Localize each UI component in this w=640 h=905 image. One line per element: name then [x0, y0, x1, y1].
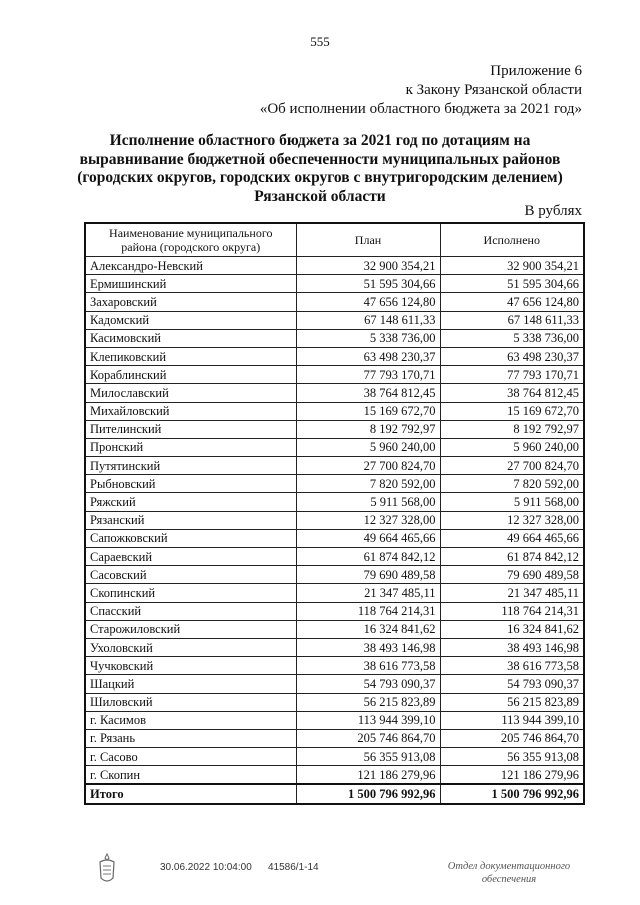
- cell-done: 49 664 465,66: [440, 529, 584, 547]
- cell-plan: 38 764 812,45: [296, 384, 440, 402]
- table-row: [85, 584, 584, 602]
- cell-plan: 79 690 489,58: [296, 566, 440, 584]
- cell-plan: 51 595 304,66: [296, 275, 440, 293]
- cell-name: Александро-Невский: [85, 257, 296, 275]
- cell-done: 121 186 279,96: [440, 766, 584, 785]
- cell-plan: 5 960 240,00: [296, 438, 440, 456]
- table-row: [85, 420, 584, 438]
- units-label: В рублях: [524, 203, 582, 219]
- coat-of-arms-icon: [96, 852, 118, 886]
- table-row: [85, 638, 584, 656]
- table-row: [85, 548, 584, 566]
- cell-plan: 15 169 672,70: [296, 402, 440, 420]
- cell-plan: 16 324 841,62: [296, 620, 440, 638]
- cell-done: 1 500 796 992,96: [440, 784, 584, 803]
- table-row: [85, 347, 584, 365]
- table-row: [85, 493, 584, 511]
- header-done: Исполнено: [440, 223, 584, 257]
- table-row: [85, 766, 584, 785]
- header-plan: План: [296, 223, 440, 257]
- cell-plan: 118 764 214,31: [296, 602, 440, 620]
- cell-name: Сараевский: [85, 548, 296, 566]
- title-line-1: Исполнение областного бюджета за 2021 год по дотациям на: [109, 132, 531, 149]
- cell-name: г. Скопин: [85, 766, 296, 785]
- cell-name: Захаровский: [85, 293, 296, 311]
- cell-plan: 56 355 913,08: [296, 748, 440, 766]
- cell-done: 5 338 736,00: [440, 329, 584, 347]
- table-row: [85, 602, 584, 620]
- stamp: [434, 860, 584, 886]
- cell-plan: 56 215 823,89: [296, 693, 440, 711]
- cell-done: 63 498 230,37: [440, 347, 584, 365]
- table-row: [85, 675, 584, 693]
- title-line-4: Рязанской области: [254, 187, 386, 205]
- cell-name: Пронский: [85, 438, 296, 456]
- cell-done: 118 764 214,31: [440, 602, 584, 620]
- table-row: [85, 620, 584, 638]
- cell-done: 38 493 146,98: [440, 638, 584, 656]
- cell-name: Сапожковский: [85, 529, 296, 547]
- cell-plan: 63 498 230,37: [296, 347, 440, 365]
- table-row: [85, 384, 584, 402]
- page-number: 555: [310, 34, 330, 49]
- cell-plan: 1 500 796 992,96: [296, 784, 440, 803]
- table-row: [85, 693, 584, 711]
- title-line-3: (городских округов, городских округов с внутригородским делением): [77, 169, 563, 186]
- table-row: [85, 457, 584, 475]
- cell-done: 27 700 824,70: [440, 457, 584, 475]
- footer-doc-number: 41586/1-14: [268, 862, 319, 873]
- cell-plan: 38 493 146,98: [296, 638, 440, 656]
- cell-done: 12 327 328,00: [440, 511, 584, 529]
- cell-name: Путятинский: [85, 457, 296, 475]
- cell-done: 56 215 823,89: [440, 693, 584, 711]
- cell-name: Кадомский: [85, 311, 296, 329]
- cell-done: 67 148 611,33: [440, 311, 584, 329]
- cell-done: 21 347 485,11: [440, 584, 584, 602]
- cell-name: Ермишинский: [85, 275, 296, 293]
- header-name: Наименование муниципального района (городского округа): [85, 223, 296, 257]
- cell-plan: 54 793 090,37: [296, 675, 440, 693]
- cell-name: Кораблинский: [85, 366, 296, 384]
- cell-plan: 205 746 864,70: [296, 729, 440, 747]
- cell-done: 15 169 672,70: [440, 402, 584, 420]
- table-row: [85, 257, 584, 275]
- budget-table: [84, 222, 585, 805]
- cell-done: 32 900 354,21: [440, 257, 584, 275]
- table-row: [85, 529, 584, 547]
- cell-done: 38 764 812,45: [440, 384, 584, 402]
- table-row: [85, 438, 584, 456]
- cell-plan: 61 874 842,12: [296, 548, 440, 566]
- table-row: [85, 566, 584, 584]
- table-row: [85, 511, 584, 529]
- cell-name: Чучковский: [85, 657, 296, 675]
- appendix-line-3: «Об исполнении областного бюджета за 2021 год»: [259, 101, 582, 117]
- stamp-line-2: обеспечения: [481, 874, 537, 885]
- cell-done: 77 793 170,71: [440, 366, 584, 384]
- cell-name: Старожиловский: [85, 620, 296, 638]
- table-row: [85, 329, 584, 347]
- cell-plan: 8 192 792,97: [296, 420, 440, 438]
- table-row: [85, 711, 584, 729]
- table-row: [85, 311, 584, 329]
- cell-name: Шиловский: [85, 693, 296, 711]
- cell-plan: 12 327 328,00: [296, 511, 440, 529]
- cell-plan: 32 900 354,21: [296, 257, 440, 275]
- cell-plan: 27 700 824,70: [296, 457, 440, 475]
- cell-done: 113 944 399,10: [440, 711, 584, 729]
- table-row: [85, 402, 584, 420]
- cell-done: 47 656 124,80: [440, 293, 584, 311]
- table-row: [85, 275, 584, 293]
- cell-plan: 77 793 170,71: [296, 366, 440, 384]
- cell-name: Пителинский: [85, 420, 296, 438]
- table-total-row: [85, 784, 584, 803]
- cell-name: Клепиковский: [85, 347, 296, 365]
- stamp-line-1: Отдел документационного: [447, 861, 571, 872]
- cell-done: 205 746 864,70: [440, 729, 584, 747]
- cell-name: г. Рязань: [85, 729, 296, 747]
- cell-done: 51 595 304,66: [440, 275, 584, 293]
- cell-plan: 7 820 592,00: [296, 475, 440, 493]
- cell-plan: 47 656 124,80: [296, 293, 440, 311]
- cell-plan: 113 944 399,10: [296, 711, 440, 729]
- cell-plan: 121 186 279,96: [296, 766, 440, 785]
- cell-plan: 38 616 773,58: [296, 657, 440, 675]
- cell-plan: 67 148 611,33: [296, 311, 440, 329]
- table-row: [85, 366, 584, 384]
- cell-done: 5 911 568,00: [440, 493, 584, 511]
- cell-name: Скопинский: [85, 584, 296, 602]
- cell-name: Шацкий: [85, 675, 296, 693]
- table-row: [85, 475, 584, 493]
- cell-name: Рязанский: [85, 511, 296, 529]
- appendix-line-2: к Закону Рязанской области: [405, 82, 582, 98]
- cell-name: Касимовский: [85, 329, 296, 347]
- table-row: [85, 293, 584, 311]
- cell-name: Итого: [85, 784, 296, 803]
- appendix-line-1: Приложение 6: [490, 63, 582, 79]
- cell-done: 8 192 792,97: [440, 420, 584, 438]
- footer-timestamp: 30.06.2022 10:04:00: [160, 862, 252, 873]
- title-line-2: выравнивание бюджетной обеспеченности муниципальных районов: [79, 150, 561, 168]
- cell-done: 16 324 841,62: [440, 620, 584, 638]
- table-row: [85, 657, 584, 675]
- cell-done: 79 690 489,58: [440, 566, 584, 584]
- cell-done: 5 960 240,00: [440, 438, 584, 456]
- cell-name: г. Касимов: [85, 711, 296, 729]
- cell-done: 38 616 773,58: [440, 657, 584, 675]
- cell-name: Ухоловский: [85, 638, 296, 656]
- cell-name: Михайловский: [85, 402, 296, 420]
- cell-name: Рыбновский: [85, 475, 296, 493]
- cell-done: 56 355 913,08: [440, 748, 584, 766]
- table-row: [85, 729, 584, 747]
- cell-plan: 5 338 736,00: [296, 329, 440, 347]
- cell-plan: 49 664 465,66: [296, 529, 440, 547]
- cell-name: Сасовский: [85, 566, 296, 584]
- table-row: [85, 748, 584, 766]
- table-header-row: [85, 223, 584, 257]
- appendix-header: [260, 62, 582, 119]
- cell-plan: 5 911 568,00: [296, 493, 440, 511]
- cell-done: 61 874 842,12: [440, 548, 584, 566]
- table-body: [85, 257, 584, 804]
- cell-name: Спасский: [85, 602, 296, 620]
- document-title: [70, 132, 570, 206]
- cell-name: Милославский: [85, 384, 296, 402]
- cell-name: Ряжский: [85, 493, 296, 511]
- cell-done: 7 820 592,00: [440, 475, 584, 493]
- cell-done: 54 793 090,37: [440, 675, 584, 693]
- cell-name: г. Сасово: [85, 748, 296, 766]
- cell-plan: 21 347 485,11: [296, 584, 440, 602]
